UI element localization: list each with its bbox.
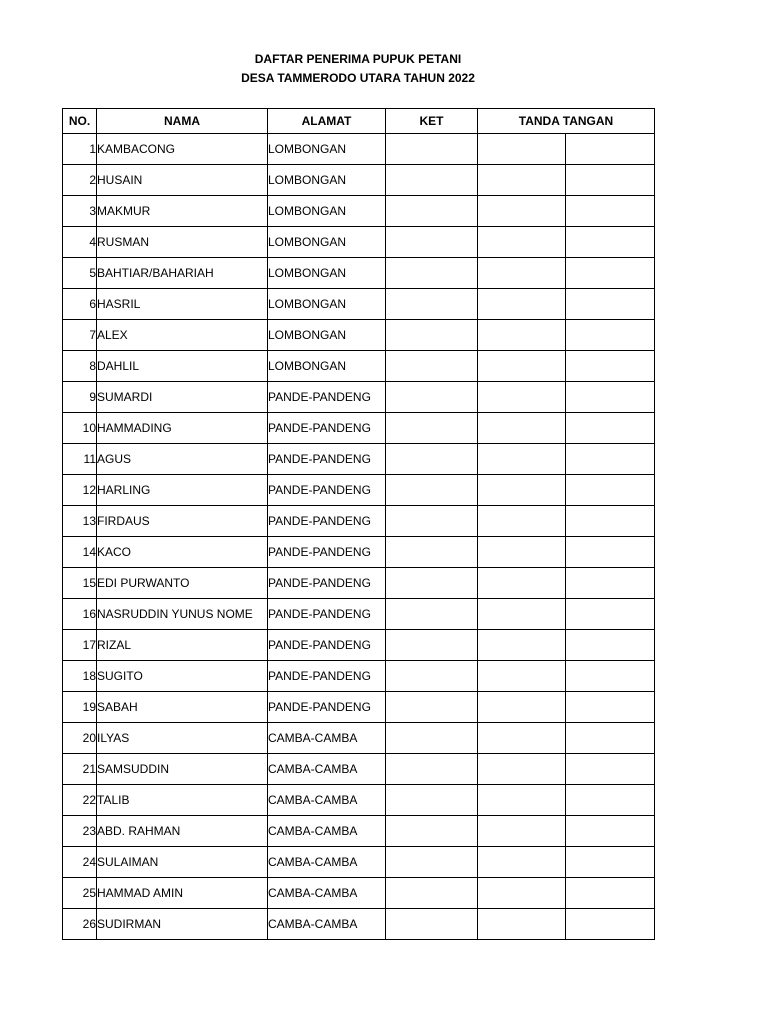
cell-signature-1 bbox=[478, 289, 566, 320]
cell-signature-1 bbox=[478, 320, 566, 351]
table-row bbox=[63, 661, 655, 692]
table-row bbox=[63, 351, 655, 382]
cell-ket bbox=[386, 568, 478, 599]
table-body bbox=[63, 134, 655, 940]
cell-ket bbox=[386, 537, 478, 568]
cell-signature-1 bbox=[478, 568, 566, 599]
cell-no: 4 bbox=[63, 227, 97, 258]
cell-nama: DAHLIL bbox=[97, 351, 268, 382]
cell-signature-1 bbox=[478, 134, 566, 165]
cell-nama: EDI PURWANTO bbox=[97, 568, 268, 599]
cell-no: 23 bbox=[63, 816, 97, 847]
title-line-1: DAFTAR PENERIMA PUPUK PETANI bbox=[254, 52, 462, 66]
cell-ket bbox=[386, 661, 478, 692]
cell-signature-2 bbox=[566, 630, 655, 661]
table-header-row bbox=[63, 109, 655, 134]
cell-no: 1 bbox=[63, 134, 97, 165]
cell-signature-1 bbox=[478, 785, 566, 816]
cell-signature-2 bbox=[566, 196, 655, 227]
cell-nama: TALIB bbox=[97, 785, 268, 816]
table-row bbox=[63, 816, 655, 847]
cell-nama: SUDIRMAN bbox=[97, 909, 268, 940]
cell-signature-2 bbox=[566, 692, 655, 723]
cell-ket bbox=[386, 816, 478, 847]
cell-no: 26 bbox=[63, 909, 97, 940]
cell-alamat: CAMBA-CAMBA bbox=[268, 878, 386, 909]
cell-alamat: CAMBA-CAMBA bbox=[268, 847, 386, 878]
cell-no: 25 bbox=[63, 878, 97, 909]
cell-signature-2 bbox=[566, 320, 655, 351]
table-row bbox=[63, 320, 655, 351]
cell-ket bbox=[386, 382, 478, 413]
table-row bbox=[63, 909, 655, 940]
table-row bbox=[63, 630, 655, 661]
cell-ket bbox=[386, 134, 478, 165]
cell-no: 22 bbox=[63, 785, 97, 816]
cell-ket bbox=[386, 444, 478, 475]
cell-alamat: PANDE-PANDENG bbox=[268, 382, 386, 413]
cell-no: 21 bbox=[63, 754, 97, 785]
cell-signature-1 bbox=[478, 847, 566, 878]
table-row bbox=[63, 506, 655, 537]
cell-signature-2 bbox=[566, 816, 655, 847]
cell-ket bbox=[386, 196, 478, 227]
cell-signature-2 bbox=[566, 227, 655, 258]
table-row bbox=[63, 754, 655, 785]
cell-ket bbox=[386, 692, 478, 723]
cell-ket bbox=[386, 289, 478, 320]
table-row bbox=[63, 258, 655, 289]
cell-signature-1 bbox=[478, 723, 566, 754]
cell-signature-2 bbox=[566, 413, 655, 444]
cell-alamat: PANDE-PANDENG bbox=[268, 413, 386, 444]
cell-no: 24 bbox=[63, 847, 97, 878]
cell-nama: AGUS bbox=[97, 444, 268, 475]
header-ket: KET bbox=[386, 109, 478, 134]
cell-ket bbox=[386, 413, 478, 444]
cell-signature-1 bbox=[478, 878, 566, 909]
cell-nama: KACO bbox=[97, 537, 268, 568]
cell-signature-1 bbox=[478, 382, 566, 413]
cell-no: 5 bbox=[63, 258, 97, 289]
cell-nama: HARLING bbox=[97, 475, 268, 506]
cell-no: 9 bbox=[63, 382, 97, 413]
cell-ket bbox=[386, 351, 478, 382]
cell-signature-2 bbox=[566, 258, 655, 289]
cell-signature-1 bbox=[478, 475, 566, 506]
cell-alamat: PANDE-PANDENG bbox=[268, 506, 386, 537]
table-row bbox=[63, 227, 655, 258]
cell-signature-2 bbox=[566, 537, 655, 568]
cell-nama: HAMMADING bbox=[97, 413, 268, 444]
cell-alamat: LOMBONGAN bbox=[268, 258, 386, 289]
cell-signature-2 bbox=[566, 785, 655, 816]
table-row bbox=[63, 599, 655, 630]
cell-alamat: PANDE-PANDENG bbox=[268, 537, 386, 568]
table-row bbox=[63, 785, 655, 816]
cell-alamat: PANDE-PANDENG bbox=[268, 475, 386, 506]
cell-signature-2 bbox=[566, 506, 655, 537]
cell-signature-2 bbox=[566, 134, 655, 165]
cell-alamat: PANDE-PANDENG bbox=[268, 630, 386, 661]
cell-no: 6 bbox=[63, 289, 97, 320]
cell-signature-2 bbox=[566, 165, 655, 196]
cell-nama: SUMARDI bbox=[97, 382, 268, 413]
cell-no: 18 bbox=[63, 661, 97, 692]
cell-signature-1 bbox=[478, 692, 566, 723]
cell-ket bbox=[386, 878, 478, 909]
cell-ket bbox=[386, 475, 478, 506]
cell-no: 8 bbox=[63, 351, 97, 382]
cell-signature-1 bbox=[478, 754, 566, 785]
cell-no: 7 bbox=[63, 320, 97, 351]
cell-alamat: CAMBA-CAMBA bbox=[268, 909, 386, 940]
cell-nama: ABD. RAHMAN bbox=[97, 816, 268, 847]
cell-nama: RIZAL bbox=[97, 630, 268, 661]
cell-signature-1 bbox=[478, 506, 566, 537]
cell-ket bbox=[386, 320, 478, 351]
cell-signature-1 bbox=[478, 196, 566, 227]
cell-signature-2 bbox=[566, 909, 655, 940]
cell-alamat: LOMBONGAN bbox=[268, 227, 386, 258]
cell-ket bbox=[386, 165, 478, 196]
cell-signature-2 bbox=[566, 475, 655, 506]
cell-alamat: PANDE-PANDENG bbox=[268, 599, 386, 630]
cell-nama: SULAIMAN bbox=[97, 847, 268, 878]
cell-signature-1 bbox=[478, 258, 566, 289]
cell-no: 13 bbox=[63, 506, 97, 537]
table-row bbox=[63, 537, 655, 568]
header-tanda-tangan: TANDA TANGAN bbox=[478, 109, 655, 134]
table-row bbox=[63, 413, 655, 444]
header-no: NO. bbox=[63, 109, 97, 134]
cell-alamat: PANDE-PANDENG bbox=[268, 444, 386, 475]
cell-signature-1 bbox=[478, 537, 566, 568]
cell-alamat: LOMBONGAN bbox=[268, 134, 386, 165]
cell-no: 10 bbox=[63, 413, 97, 444]
cell-ket bbox=[386, 599, 478, 630]
cell-alamat: LOMBONGAN bbox=[268, 320, 386, 351]
table-row bbox=[63, 878, 655, 909]
table-row bbox=[63, 382, 655, 413]
cell-signature-1 bbox=[478, 599, 566, 630]
cell-nama: MAKMUR bbox=[97, 196, 268, 227]
table-row bbox=[63, 444, 655, 475]
cell-alamat: CAMBA-CAMBA bbox=[268, 816, 386, 847]
cell-no: 17 bbox=[63, 630, 97, 661]
cell-signature-1 bbox=[478, 909, 566, 940]
cell-signature-2 bbox=[566, 351, 655, 382]
cell-nama: HASRIL bbox=[97, 289, 268, 320]
cell-signature-2 bbox=[566, 878, 655, 909]
table-row bbox=[63, 196, 655, 227]
cell-nama: HUSAIN bbox=[97, 165, 268, 196]
cell-signature-1 bbox=[478, 444, 566, 475]
cell-nama: NASRUDDIN YUNUS NOME bbox=[97, 599, 268, 630]
cell-alamat: CAMBA-CAMBA bbox=[268, 754, 386, 785]
cell-nama: SUGITO bbox=[97, 661, 268, 692]
cell-no: 12 bbox=[63, 475, 97, 506]
cell-nama: BAHTIAR/BAHARIAH bbox=[97, 258, 268, 289]
table-row bbox=[63, 165, 655, 196]
cell-nama: RUSMAN bbox=[97, 227, 268, 258]
cell-nama: SABAH bbox=[97, 692, 268, 723]
cell-ket bbox=[386, 630, 478, 661]
cell-no: 2 bbox=[63, 165, 97, 196]
cell-no: 16 bbox=[63, 599, 97, 630]
cell-signature-1 bbox=[478, 227, 566, 258]
cell-alamat: PANDE-PANDENG bbox=[268, 568, 386, 599]
cell-alamat: LOMBONGAN bbox=[268, 196, 386, 227]
table-row bbox=[63, 134, 655, 165]
cell-nama: FIRDAUS bbox=[97, 506, 268, 537]
table-row bbox=[63, 723, 655, 754]
header-nama: NAMA bbox=[97, 109, 268, 134]
cell-signature-2 bbox=[566, 599, 655, 630]
cell-nama: ILYAS bbox=[97, 723, 268, 754]
cell-signature-1 bbox=[478, 413, 566, 444]
cell-signature-1 bbox=[478, 630, 566, 661]
cell-no: 19 bbox=[63, 692, 97, 723]
cell-alamat: LOMBONGAN bbox=[268, 289, 386, 320]
cell-alamat: LOMBONGAN bbox=[268, 351, 386, 382]
cell-ket bbox=[386, 847, 478, 878]
cell-alamat: PANDE-PANDENG bbox=[268, 661, 386, 692]
cell-nama: ALEX bbox=[97, 320, 268, 351]
cell-ket bbox=[386, 785, 478, 816]
document-title bbox=[0, 50, 716, 88]
cell-signature-2 bbox=[566, 847, 655, 878]
cell-alamat: CAMBA-CAMBA bbox=[268, 723, 386, 754]
cell-no: 3 bbox=[63, 196, 97, 227]
cell-signature-2 bbox=[566, 382, 655, 413]
cell-signature-2 bbox=[566, 289, 655, 320]
table-row bbox=[63, 289, 655, 320]
table-row bbox=[63, 475, 655, 506]
cell-nama: HAMMAD AMIN bbox=[97, 878, 268, 909]
cell-signature-1 bbox=[478, 661, 566, 692]
cell-ket bbox=[386, 723, 478, 754]
cell-nama: SAMSUDDIN bbox=[97, 754, 268, 785]
table-row bbox=[63, 568, 655, 599]
cell-ket bbox=[386, 227, 478, 258]
cell-no: 15 bbox=[63, 568, 97, 599]
recipient-table bbox=[62, 108, 655, 940]
table-row bbox=[63, 847, 655, 878]
cell-ket bbox=[386, 258, 478, 289]
cell-ket bbox=[386, 506, 478, 537]
cell-signature-2 bbox=[566, 568, 655, 599]
title-line-2: DESA TAMMERODO UTARA TAHUN 2022 bbox=[241, 71, 475, 85]
cell-alamat: LOMBONGAN bbox=[268, 165, 386, 196]
cell-alamat: CAMBA-CAMBA bbox=[268, 785, 386, 816]
cell-no: 11 bbox=[63, 444, 97, 475]
cell-no: 14 bbox=[63, 537, 97, 568]
cell-signature-1 bbox=[478, 816, 566, 847]
cell-alamat: PANDE-PANDENG bbox=[268, 692, 386, 723]
cell-signature-2 bbox=[566, 723, 655, 754]
header-alamat: ALAMAT bbox=[268, 109, 386, 134]
cell-signature-2 bbox=[566, 661, 655, 692]
table-row bbox=[63, 692, 655, 723]
cell-ket bbox=[386, 754, 478, 785]
cell-signature-1 bbox=[478, 165, 566, 196]
cell-no: 20 bbox=[63, 723, 97, 754]
cell-signature-2 bbox=[566, 444, 655, 475]
cell-signature-2 bbox=[566, 754, 655, 785]
cell-ket bbox=[386, 909, 478, 940]
cell-nama: KAMBACONG bbox=[97, 134, 268, 165]
cell-signature-1 bbox=[478, 351, 566, 382]
